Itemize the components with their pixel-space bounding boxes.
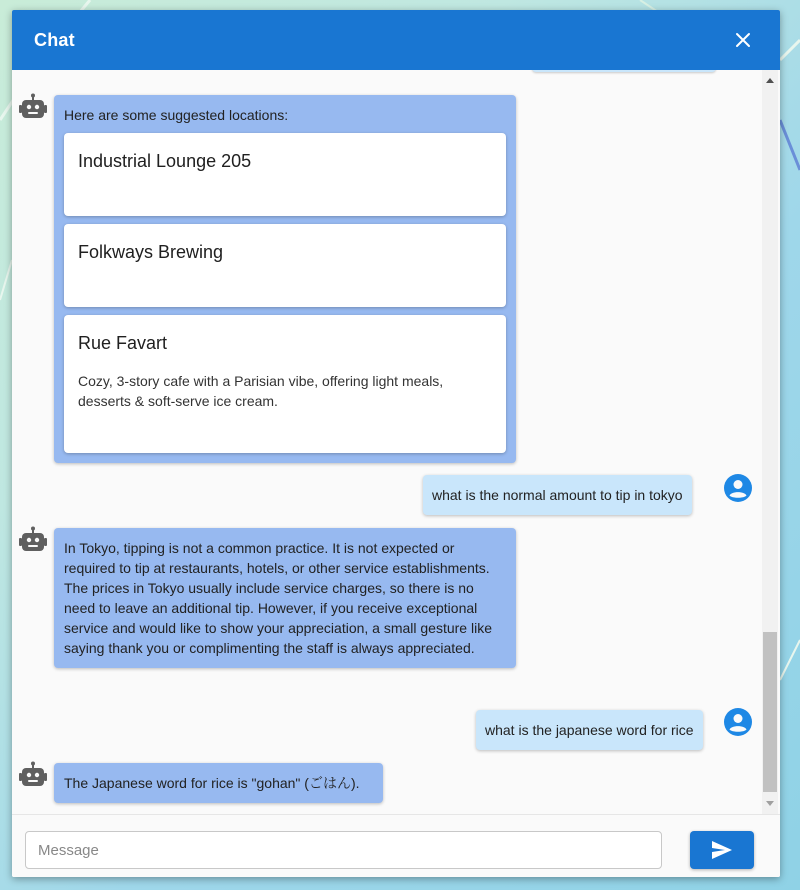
bot-message-locations [54,95,516,463]
chat-title: Chat [34,29,75,50]
scroll-up-icon[interactable] [766,78,774,83]
user-message: what is the normal amount to tip in tokyo [423,475,692,515]
send-icon [711,840,733,860]
bot-avatar-icon [18,760,48,790]
chat-window [12,10,780,877]
location-description: Cozy, 3-story cafe with a Parisian vibe, offering light meals, desserts & soft-serve ice cream. [78,373,444,409]
location-card[interactable] [64,133,506,216]
message-input[interactable] [25,831,662,869]
user-message: what is the japanese word for rice [476,710,703,750]
bot-message: In Tokyo, tipping is not a common practice. It is not expected or required to tip at restaurants, hotels, or other service establishments. The prices in Tokyo usually include service charges, so there is no need to leave an additional tip. However, if you receive exceptional service and would like to show your appreciation, a small gesture like saying thank you or complimenting the staff is always appreciated. [54,528,516,668]
bot-avatar-icon [18,92,48,122]
previous-user-bubble [532,70,716,72]
close-button[interactable] [728,25,758,55]
location-name: Folkways Brewing [78,242,224,262]
user-avatar-icon [723,707,753,737]
chat-header [12,10,780,70]
user-avatar-icon [723,473,753,503]
location-name: Rue Favart [78,333,168,353]
scrollbar[interactable] [762,70,778,814]
message-list[interactable] [12,70,780,814]
scroll-thumb[interactable] [763,632,777,792]
bot-avatar-icon [18,525,48,555]
location-name: Industrial Lounge 205 [78,151,252,171]
close-icon [735,32,751,48]
bot-message: The Japanese word for rice is "gohan" (ごはん). [54,763,383,803]
composer [12,814,780,877]
location-card[interactable] [64,315,506,453]
location-card[interactable] [64,224,506,307]
send-button[interactable] [690,831,754,869]
bot-message-text: Here are some suggested locations: [64,107,289,123]
scroll-down-icon[interactable] [766,801,774,806]
